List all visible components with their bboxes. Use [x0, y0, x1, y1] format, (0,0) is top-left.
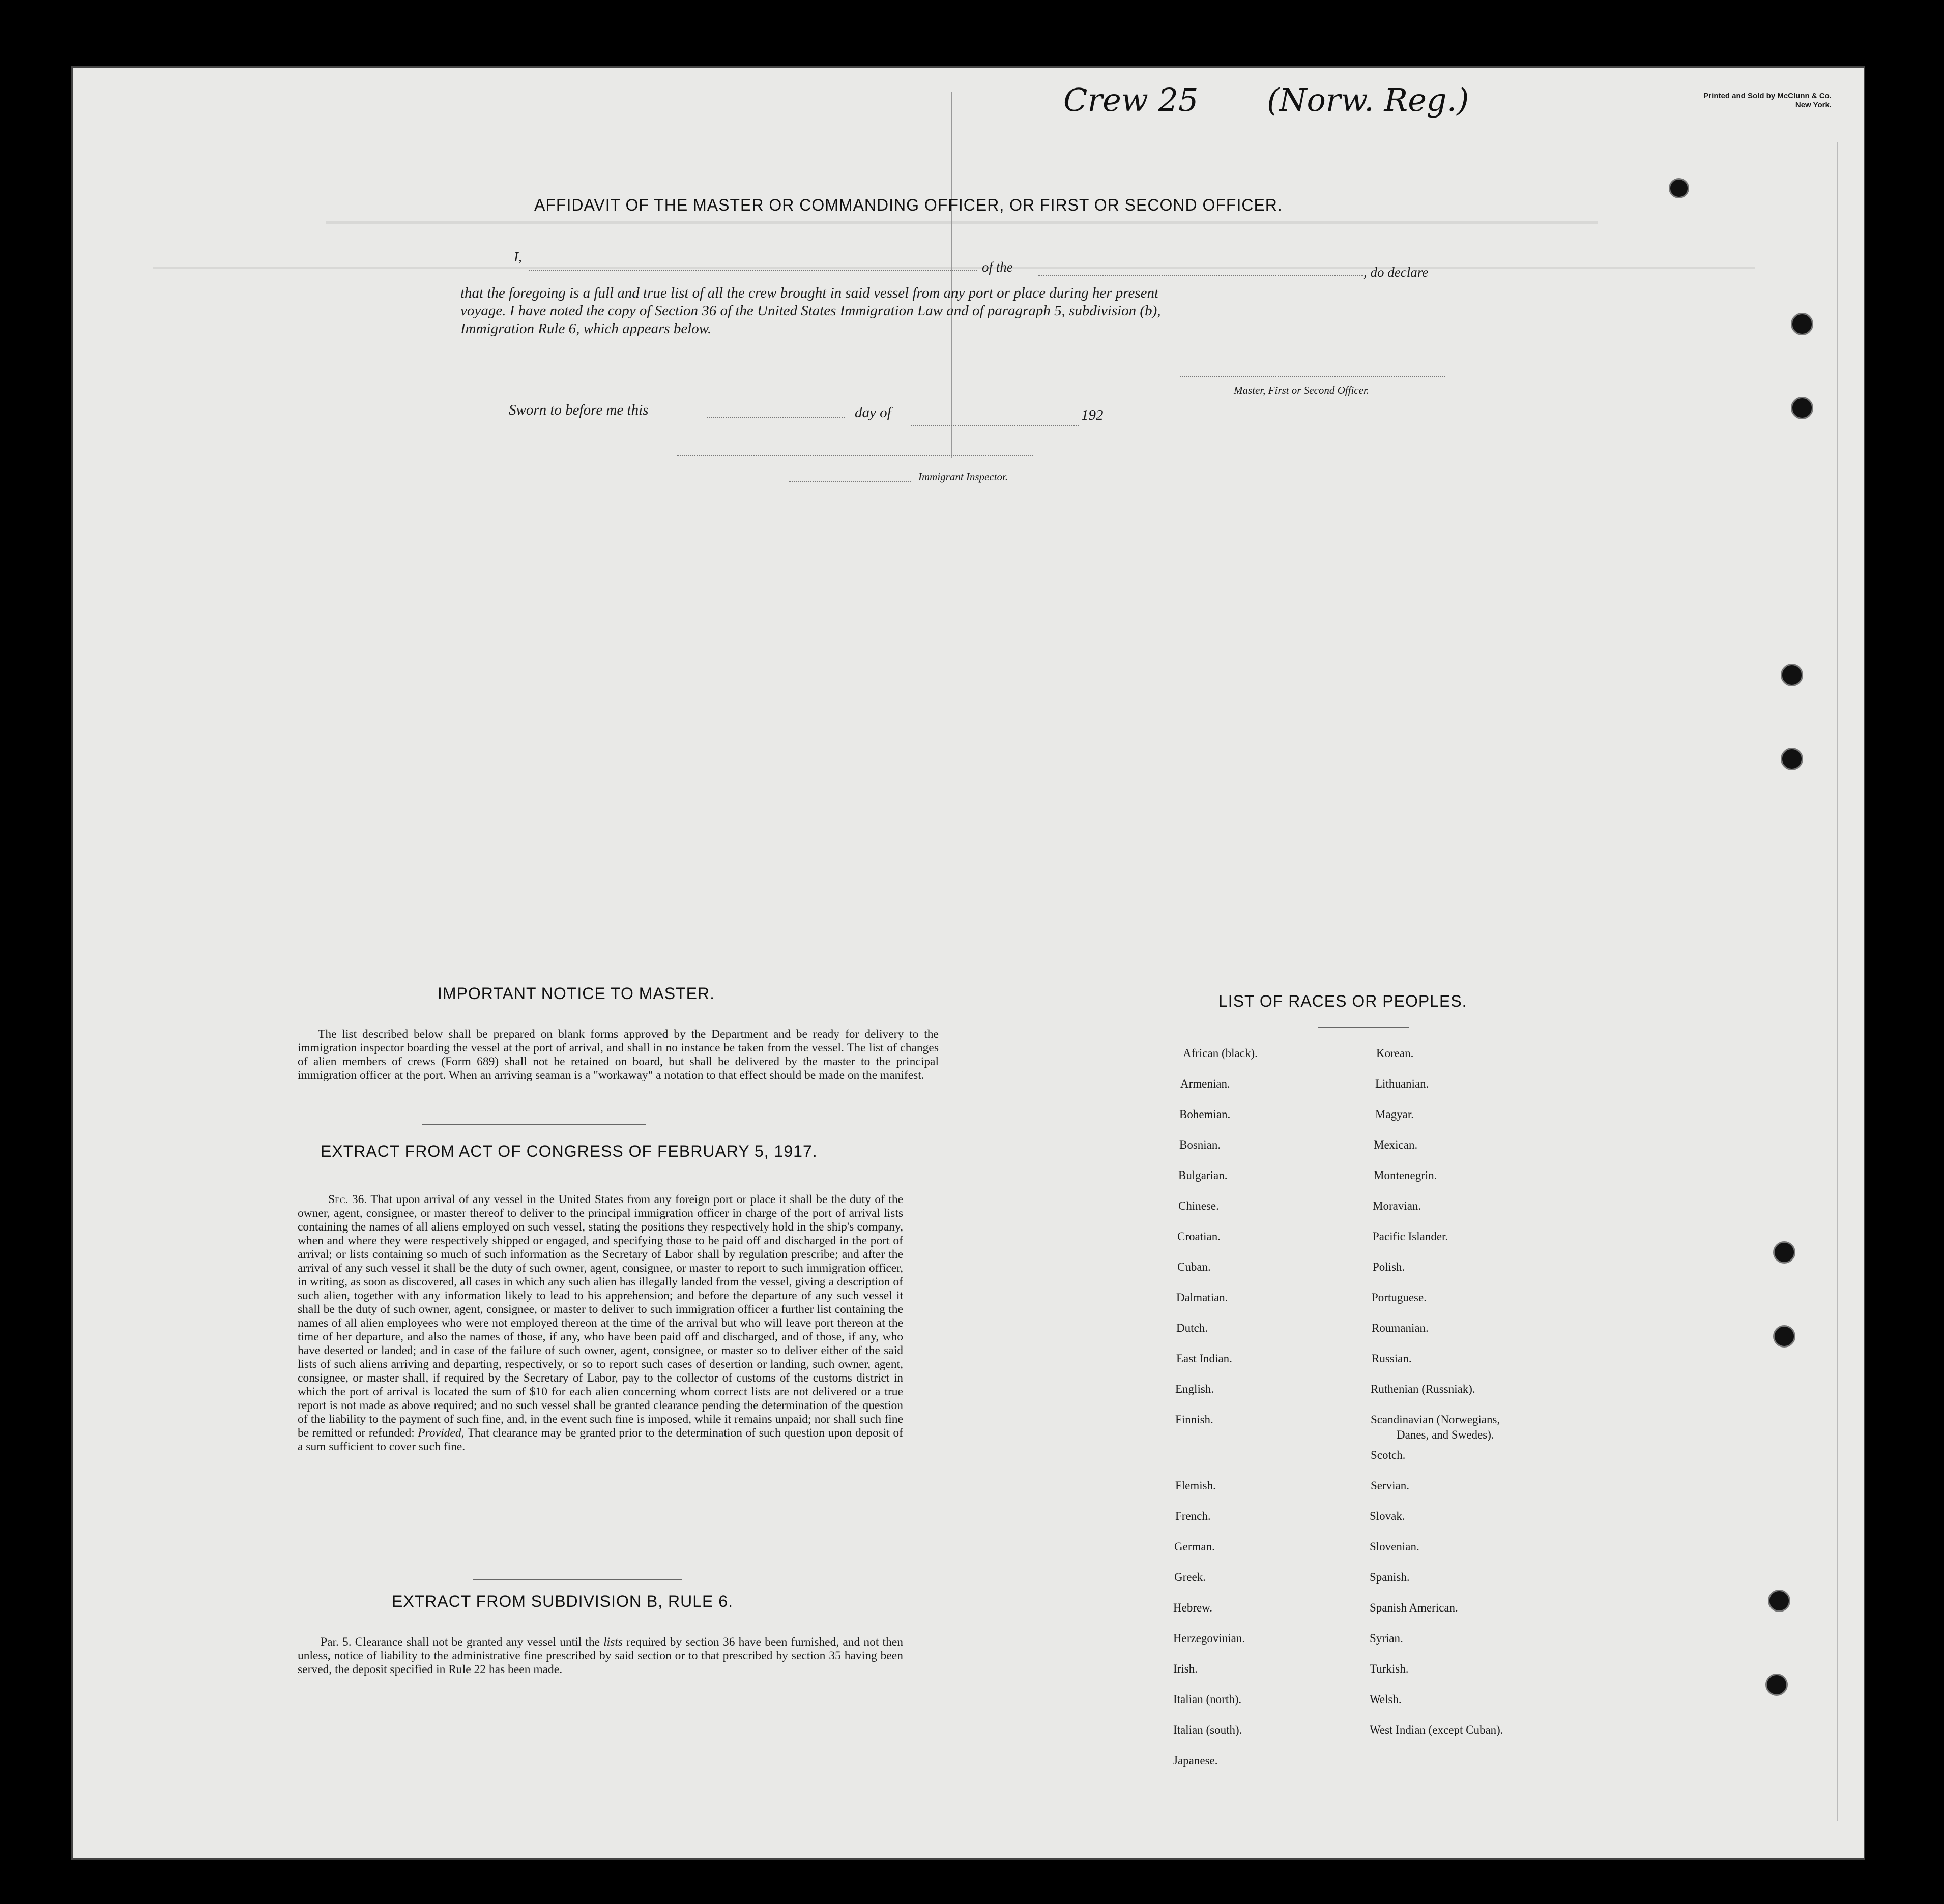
races-title-underline — [1318, 1027, 1409, 1028]
race-left: African (black). — [1183, 1047, 1258, 1060]
race-right: Syrian. — [1370, 1632, 1403, 1645]
provided-text: That clearance may be granted prior to the determination of such question upon deposit of a sum sufficient to cover such fine. — [298, 1426, 903, 1453]
race-left: Flemish. — [1175, 1479, 1216, 1492]
affidavit-do-declare: , do declare — [1363, 265, 1429, 280]
section-36-text: That upon arrival of any vessel in the United States from any foreign port or place it shall be the duty of the owner, agent, consignee, or master thereof to deliver to the principal immigration officer in charge of the port of arrival lists containing the names of all aliens employed on such vessel, stating the positions they respectively hold in the ship's company, when and where they were respectively shipped or engaged, and specifying those to be paid off and discharged in the port of arrival; or lists containing so much of such information as the Secretary of Labor shall by regulation prescribe; and after the arrival of any such vessel it shall be the duty of such owner, agent, consignee, or master to report to such immigration officer, in writing, as soon as discovered, all cases in which any such alien has illegally landed from the vessel, giving a description of such alien, together with any information likely to lead to his apprehension; and before the departure of any such vessel it shall be the duty of such owner, agent, consignee, or master to deliver to such immigration officer a further list containing the names of all alien employees who were not employed thereon at the time of the arrival but who will leave port thereon at the time of her departure, and also the names of those, if any, who have been paid off and discharged, and of those, if any, who have deserted or landed; and in case of the failure of such owner, agent, consignee, or master so to deliver either of the said lists of such aliens arriving and departing, respectively, or so to report such cases of desertion or landing, such owner, agent, consignee, or master shall, if required by the Secretary of Labor, pay to the collector of customs of the customs district in which the port of arrival is located the sum of $10 for each alien concerning whom correct lists are not delivered or a true report is not made as above required; and no such vessel shall be granted clearance pending the determination of the question of the liability to the payment of such fine, and, in the event such fine is imposed, while it remains unpaid; nor shall such fine be remitted or refunded: — [298, 1193, 904, 1440]
printer-imprint — [1653, 92, 1832, 110]
printer-line: Printed and Sold by McClunn & Co. — [1703, 92, 1832, 100]
master-caption: Master, First or Second Officer. — [1234, 384, 1369, 396]
section-divider — [473, 1579, 682, 1580]
affidavit-line-2: that the foregoing is a full and true list of all the crew brought in said vessel from any port or place during her present — [460, 285, 1159, 301]
race-left: Croatian. — [1177, 1230, 1221, 1243]
month-blank-line — [911, 425, 1079, 426]
race-right: Lithuanian. — [1375, 1077, 1429, 1090]
page-edge-line — [1837, 142, 1838, 1821]
fold-line — [951, 92, 952, 458]
race-right: Scotch. — [1371, 1449, 1406, 1461]
race-right: West Indian (except Cuban). — [1370, 1723, 1503, 1736]
race-left: Cuban. — [1177, 1261, 1211, 1273]
races-title: LIST OF RACES OR PEOPLES. — [1218, 992, 1467, 1010]
race-left: German. — [1174, 1540, 1215, 1553]
day-of-label: day of — [855, 404, 891, 421]
name-blank-line — [529, 270, 977, 271]
race-left: Finnish. — [1175, 1413, 1213, 1426]
race-left: English. — [1175, 1383, 1214, 1395]
printer-line: New York. — [1795, 101, 1832, 109]
race-right: Servian. — [1371, 1479, 1410, 1492]
punch-hole — [1669, 178, 1689, 198]
race-left: Irish. — [1173, 1662, 1198, 1675]
rule-extract-title: EXTRACT FROM SUBDIVISION B, RULE 6. — [392, 1592, 733, 1610]
race-right: Welsh. — [1370, 1693, 1402, 1706]
punch-hole — [1768, 1590, 1790, 1612]
race-right: Korean. — [1376, 1047, 1414, 1060]
punch-hole — [1791, 397, 1813, 419]
document-page — [71, 66, 1865, 1860]
race-left: Italian (north). — [1173, 1693, 1242, 1706]
race-right: Magyar. — [1375, 1108, 1414, 1121]
section-label: Sec. 36. — [328, 1193, 367, 1206]
race-left: Japanese. — [1173, 1754, 1218, 1767]
affidavit-line-3: voyage. I have noted the copy of Section 36 of the United States Immigration Law and of paragraph 5, subdivision (b), — [460, 303, 1161, 319]
race-right: Slovak. — [1370, 1510, 1405, 1522]
race-right: Roumanian. — [1372, 1322, 1429, 1334]
punch-hole — [1773, 1325, 1795, 1348]
race-left: Bohemian. — [1179, 1108, 1231, 1121]
master-signature-line — [1180, 376, 1445, 377]
punch-hole — [1765, 1674, 1788, 1696]
race-right: Moravian. — [1373, 1199, 1421, 1212]
race-right: Pacific Islander. — [1373, 1230, 1448, 1243]
inspector-signature-line-1 — [677, 455, 1033, 456]
race-right: Polish. — [1373, 1261, 1405, 1273]
race-left: Greek. — [1174, 1571, 1206, 1584]
race-left: Armenian. — [1180, 1077, 1230, 1090]
rule-extract-body — [298, 1635, 903, 1677]
race-left: Hebrew. — [1173, 1601, 1213, 1614]
race-left: Bulgarian. — [1178, 1169, 1228, 1182]
par-5-text-continued: required by section 36 have been furnished, and not then unless, notice of liability to the administrative fine prescribed by said section or to that prescribed by section 35 having been served, the deposit specified in Rule 22 has been made. — [298, 1635, 904, 1676]
year-label: 192 — [1081, 407, 1104, 423]
race-right: Mexican. — [1374, 1138, 1418, 1151]
notice-title: IMPORTANT NOTICE TO MASTER. — [438, 984, 715, 1003]
race-left: Dalmatian. — [1176, 1291, 1228, 1304]
punch-hole — [1781, 664, 1803, 686]
section-divider — [422, 1124, 646, 1125]
punch-hole — [1781, 748, 1803, 770]
affidavit-line-4: Immigration Rule 6, which appears below. — [460, 320, 712, 337]
show-through-line — [326, 221, 1598, 224]
affidavit-of-the: of the — [982, 259, 1013, 275]
act-extract-title: EXTRACT FROM ACT OF CONGRESS OF FEBRUARY 5, 1917. — [321, 1142, 818, 1160]
affidavit-i-label: I, — [514, 249, 522, 265]
race-right-continuation: Danes, and Swedes). — [1397, 1428, 1494, 1441]
punch-hole — [1791, 313, 1813, 335]
affidavit-title: AFFIDAVIT OF THE MASTER OR COMMANDING OFFICER, OR FIRST OR SECOND OFFICER. — [534, 196, 1283, 214]
act-extract-body — [298, 1193, 903, 1454]
inspector-signature-line-2 — [789, 481, 911, 482]
inspector-caption: Immigrant Inspector. — [918, 471, 1008, 483]
day-blank-line — [707, 417, 845, 418]
lists-word: lists — [603, 1635, 623, 1649]
race-left: Dutch. — [1176, 1322, 1208, 1334]
race-left: Chinese. — [1178, 1199, 1219, 1212]
race-left: Bosnian. — [1179, 1138, 1221, 1151]
show-through-line — [153, 267, 1755, 269]
race-right: Slovenian. — [1370, 1540, 1419, 1553]
race-right: Turkish. — [1370, 1662, 1409, 1675]
handwritten-registry-note: (Norw. Reg.) — [1267, 81, 1469, 119]
race-right: Portuguese. — [1372, 1291, 1427, 1304]
race-right: Spanish American. — [1370, 1601, 1458, 1614]
race-right: Spanish. — [1370, 1571, 1410, 1584]
punch-hole — [1773, 1241, 1795, 1264]
race-left: Italian (south). — [1173, 1723, 1242, 1736]
par-5-text: Par. 5. Clearance shall not be granted any vessel until the — [321, 1635, 600, 1649]
sworn-label: Sworn to before me this — [509, 402, 649, 418]
provided-label: Provided, — [418, 1426, 465, 1440]
race-left: Herzegovinian. — [1173, 1632, 1245, 1645]
handwritten-crew-note: Crew 25 — [1063, 81, 1199, 119]
race-right: Scandinavian (Norwegians, — [1371, 1413, 1500, 1426]
race-right: Montenegrin. — [1374, 1169, 1437, 1182]
race-left: East Indian. — [1176, 1352, 1232, 1365]
notice-body: The list described below shall be prepared on blank forms approved by the Department and be ready for delivery to the immigration inspector boarding the vessel at the port of arrival, and shall in no instance be taken from the vessel. The list of changes of alien members of crews (Form 689) shall not be retained on board, but shall be delivered by the master to the principal immigration officer at the port. When an arriving seaman is a "workaway" a notation to that effect should be made on the manifest. — [298, 1028, 939, 1082]
race-left: French. — [1175, 1510, 1211, 1522]
race-right: Russian. — [1372, 1352, 1412, 1365]
vessel-blank-line — [1038, 275, 1363, 276]
race-right: Ruthenian (Russniak). — [1371, 1383, 1475, 1395]
